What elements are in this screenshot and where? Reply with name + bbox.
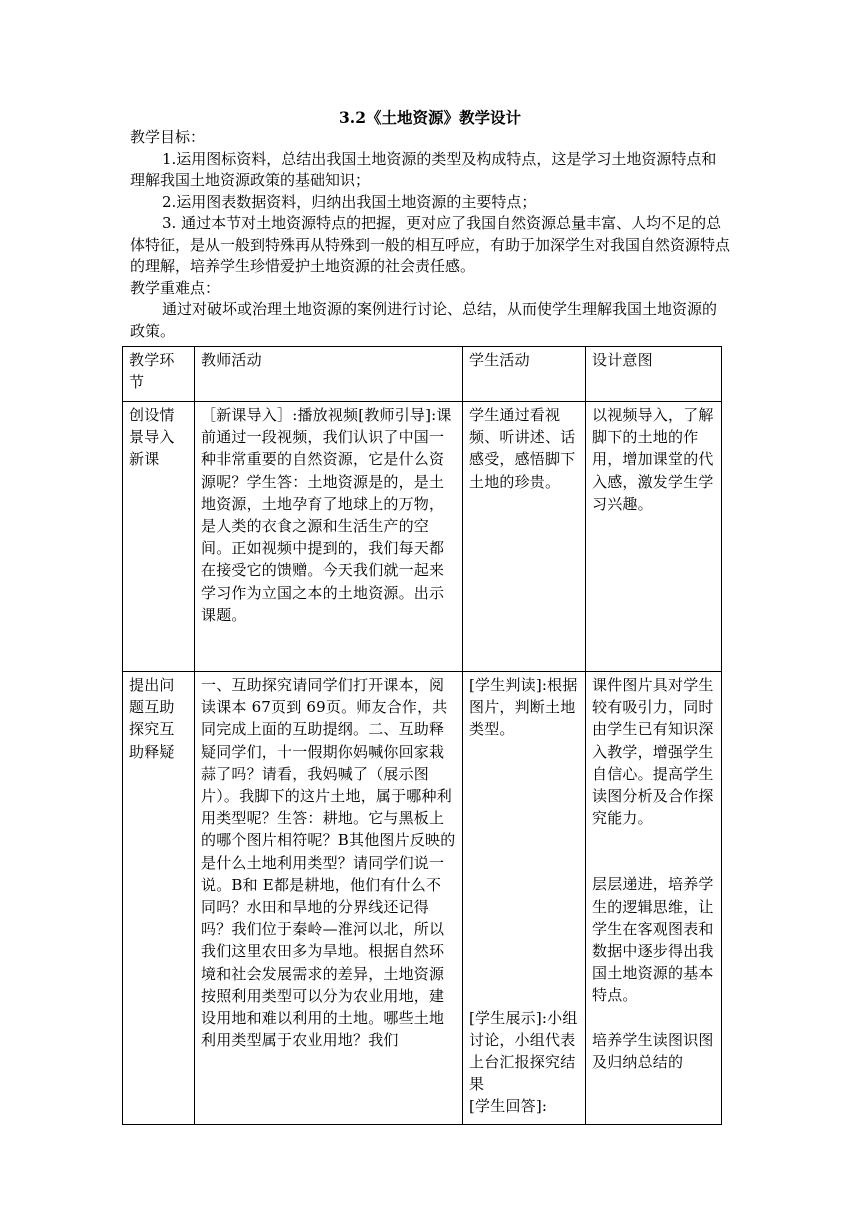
- header-intent: 设计意图: [586, 347, 722, 402]
- cell-student: [463, 672, 586, 1125]
- goals-heading: 教学目标：: [130, 128, 206, 146]
- header-teacher: 教师活动: [195, 347, 463, 402]
- goals-section: [130, 127, 730, 342]
- lesson-plan-table: [122, 346, 722, 1125]
- intent-part: 层层递进，培养学生的逻辑思维，让学生在客观图表和数据中逐步得出我国土地资源的基本特点。: [592, 875, 714, 1005]
- goal-item: 2.运用图表数据资料，归纳出我国土地资源的主要特点；: [162, 192, 537, 211]
- table-row: [123, 402, 722, 672]
- cell-teacher: ［新课导入］:播放视频[教师引导]:课前通过一段视频，我们认识了中国一种非常重要的自然资源，它是什么资源呢？学生答：土地资源是的，是土地资源，土地孕育了地球上的万物，是人类的衣食之源和生活生产的空间。正如视频中提到的，我们每天都在接受它的馈赠。今天我们就一起来学习作为立国之本的土地资源。出示课题。: [195, 402, 463, 672]
- header-student: 学生活动: [463, 347, 586, 402]
- cell-student: 学生通过看视频、听讲述、话感受，感悟脚下土地的珍贵。: [463, 402, 586, 672]
- table-row: [123, 672, 722, 1125]
- cell-stage: 创设情景导入新课: [123, 402, 195, 672]
- student-part: [学生回答]:: [469, 1097, 548, 1116]
- student-part: [学生判读]:根据图片，判断土地类型。: [469, 676, 578, 739]
- cell-teacher: 一、互助探究请同学们打开课本，阅读课本 67页到 69页。师友合作，共同完成上面的互助提纲。二、互助释疑同学们，十一假期你妈喊你回家栽蒜了吗？请看，我妈喊了（展示图片）。我脚下的这片土地，属于哪种利用类型呢？生答：耕地。它与黑板上的哪个图片相符呢？B其他图片反映的是什么土地利用类型？请同学们说一说。B和 E都是耕地，他们有什么不同吗？水田和旱地的分界线还记得吗？我们位于秦岭—淮河以北，所以我们这里农田多为旱地。根据自然环境和社会发展需求的差异，土地资源按照利用类型可以分为农业用地，建设用地和难以利用的土地。哪些土地利用类型属于农业用地？我们: [195, 672, 463, 1125]
- key-points-heading: 教学重难点：: [130, 278, 221, 297]
- cell-gap: [592, 829, 715, 873]
- goal-item: 3. 通过本节对土地资源特点的把握，更对应了我国自然资源总量丰富、人均不足的总体特征，是从一般到特殊再从特殊到一般的相互呼应，有助于加深学生对我国自然资源特点的理解，培养学生珍惜爱护土地资源的社会责任感。: [130, 214, 731, 275]
- cell-stage: 提出问题互助探究互助释疑: [123, 672, 195, 1125]
- table-header-row: [123, 347, 722, 402]
- intent-part: 培养学生读图识图及归纳总结的: [592, 1030, 714, 1071]
- cell-gap: [592, 1007, 715, 1029]
- goal-item: 1.运用图标资料，总结出我国土地资源的类型及构成特点，这是学习土地资源特点和理解我国土地资源政策的基础知识；: [130, 149, 717, 189]
- student-part: [学生展示]:小组讨论，小组代表上台汇报探究结果: [469, 1008, 578, 1094]
- header-stage: 教学环节: [123, 347, 195, 402]
- cell-intent: 以视频导入，了解脚下的土地的作用，增加课堂的代入感，激发学生学习兴趣。: [586, 402, 722, 672]
- intent-part: 课件图片具对学生较有吸引力，同时由学生已有知识深入教学，增强学生自信心。提高学生读图分析及合作探究能力。: [592, 676, 714, 828]
- key-points-text: 通过对破坏或治理土地资源的案例进行讨论、总结，从而使学生理解我国土地资源的政策。: [130, 300, 718, 340]
- cell-gap: [469, 741, 579, 1007]
- cell-intent: [586, 672, 722, 1125]
- document-title: 3.2《土地资源》教学设计: [339, 108, 521, 127]
